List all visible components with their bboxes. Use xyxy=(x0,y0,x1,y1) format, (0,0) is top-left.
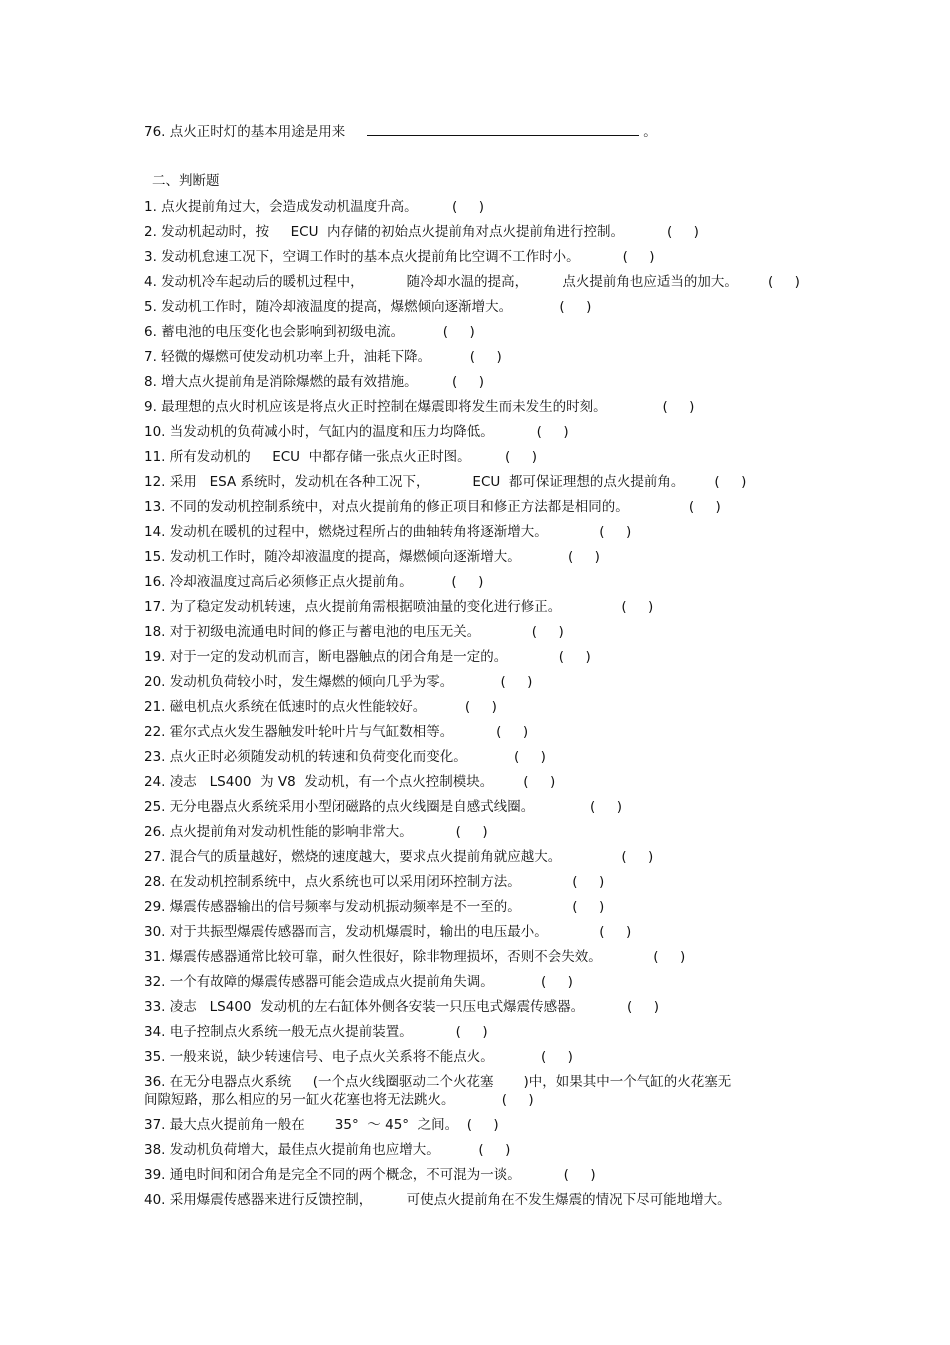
list-item: 12. 采用 ESA 系统时，发动机在各种工况下， ECU 都可保证理想的点火提前角。 ( ) xyxy=(144,474,747,490)
list-item: 38. 发动机负荷增大，最佳点火提前角也应增大。 ( ) xyxy=(144,1142,511,1158)
list-item: 8. 增大点火提前角是消除爆燃的最有效措施。 ( ) xyxy=(144,374,484,390)
question-76-text: 76. 点火正时灯的基本用途是用来 xyxy=(144,124,346,140)
list-item: 39. 通电时间和闭合角是完全不同的两个概念，不可混为一谈。 ( ) xyxy=(144,1167,596,1183)
list-item: 14. 发动机在暖机的过程中，燃烧过程所占的曲轴转角将逐渐增大。 ( ) xyxy=(144,524,632,540)
list-item: 11. 所有发动机的 ECU 中都存储一张点火正时图。 ( ) xyxy=(144,449,537,465)
list-item: 17. 为了稳定发动机转速，点火提前角需根据喷油量的变化进行修正。 ( ) xyxy=(144,599,654,615)
list-item: 9. 最理想的点火时机应该是将点火正时控制在爆震即将发生而未发生的时刻。 ( ) xyxy=(144,399,695,415)
list-item: 30. 对于共振型爆震传感器而言，发动机爆震时，输出的电压最小。 ( ) xyxy=(144,924,632,940)
list-item: 32. 一个有故障的爆震传感器可能会造成点火提前角失调。 ( ) xyxy=(144,974,573,990)
section-title: 二、判断题 xyxy=(152,173,220,189)
list-item: 40. 采用爆震传感器来进行反馈控制， 可使点火提前角在不发生爆震的情况下尽可能地增大。 xyxy=(144,1192,731,1208)
list-item: 23. 点火正时必须随发动机的转速和负荷变化而变化。 ( ) xyxy=(144,749,546,765)
list-item: 37. 最大点火提前角一般在 35° ～ 45° 之间。 ( ) xyxy=(144,1117,499,1133)
list-item: 16. 冷却液温度过高后必须修正点火提前角。 ( ) xyxy=(144,574,484,590)
list-item: 22. 霍尔式点火发生器触发叶轮叶片与气缸数相等。 ( ) xyxy=(144,724,529,740)
list-item: 7. 轻微的爆燃可使发动机功率上升，油耗下降。 ( ) xyxy=(144,349,502,365)
list-item: 36. 在无分电器点火系统 (一个点火线圈驱动二个火花塞 )中，如果其中一个气缸的火花塞无 间隙短路，那么相应的另一缸火花塞也将无法跳火。 ( ) xyxy=(144,1074,732,1108)
list-item: 5. 发动机工作时，随冷却液温度的提高，爆燃倾向逐渐增大。 ( ) xyxy=(144,299,592,315)
list-item: 13. 不同的发动机控制系统中，对点火提前角的修正项目和修正方法都是相同的。 ( ) xyxy=(144,499,721,515)
list-item: 18. 对于初级电流通电时间的修正与蓄电池的电压无关。 ( ) xyxy=(144,624,564,640)
list-item: 3. 发动机怠速工况下，空调工作时的基本点火提前角比空调不工作时小。 ( ) xyxy=(144,249,655,265)
list-item: 27. 混合气的质量越好，燃烧的速度越大，要求点火提前角就应越大。 ( ) xyxy=(144,849,654,865)
list-item: 19. 对于一定的发动机而言，断电器触点的闭合角是一定的。 ( ) xyxy=(144,649,591,665)
list-item: 20. 发动机负荷较小时，发生爆燃的倾向几乎为零。 ( ) xyxy=(144,674,533,690)
list-item: 34. 电子控制点火系统一般无点火提前装置。 ( ) xyxy=(144,1024,488,1040)
list-item: 24. 凌志 LS400 为 V8 发动机，有一个点火控制模块。 ( ) xyxy=(144,774,556,790)
list-item: 33. 凌志 LS400 发动机的左右缸体外侧各安装一只压电式爆震传感器。 ( ) xyxy=(144,999,659,1015)
list-item: 10. 当发动机的负荷减小时，气缸内的温度和压力均降低。 ( ) xyxy=(144,424,569,440)
list-item: 1. 点火提前角过大，会造成发动机温度升高。 ( ) xyxy=(144,199,484,215)
list-item: 29. 爆震传感器输出的信号频率与发动机振动频率是不一至的。 ( ) xyxy=(144,899,605,915)
list-item: 4. 发动机冷车起动后的暖机过程中， 随冷却水温的提高， 点火提前角也应适当的加大。 ( ) xyxy=(144,274,800,290)
list-item: 21. 磁电机点火系统在低速时的点火性能较好。 ( ) xyxy=(144,699,497,715)
list-item: 26. 点火提前角对发动机性能的影响非常大。 ( ) xyxy=(144,824,488,840)
list-item: 6. 蓄电池的电压变化也会影响到初级电流。 ( ) xyxy=(144,324,475,340)
list-item: 25. 无分电器点火系统采用小型闭磁路的点火线圈是自感式线圈。 ( ) xyxy=(144,799,623,815)
list-item: 35. 一般来说，缺少转速信号、电子点火关系将不能点火。 ( ) xyxy=(144,1049,573,1065)
answer-blank xyxy=(367,122,639,136)
list-item: 31. 爆震传感器通常比较可靠，耐久性很好，除非物理损坏，否则不会失效。 ( ) xyxy=(144,949,686,965)
list-item: 28. 在发动机控制系统中，点火系统也可以采用闭环控制方法。 ( ) xyxy=(144,874,605,890)
question-76-tail: 。 xyxy=(643,124,657,140)
true-false-list xyxy=(144,198,844,1216)
list-item: 15. 发动机工作时，随冷却液温度的提高，爆燃倾向逐渐增大。 ( ) xyxy=(144,549,600,565)
list-item: 2. 发动机起动时，按 ECU 内存储的初始点火提前角对点火提前角进行控制。 ( ) xyxy=(144,224,699,240)
question-76 xyxy=(144,122,657,141)
